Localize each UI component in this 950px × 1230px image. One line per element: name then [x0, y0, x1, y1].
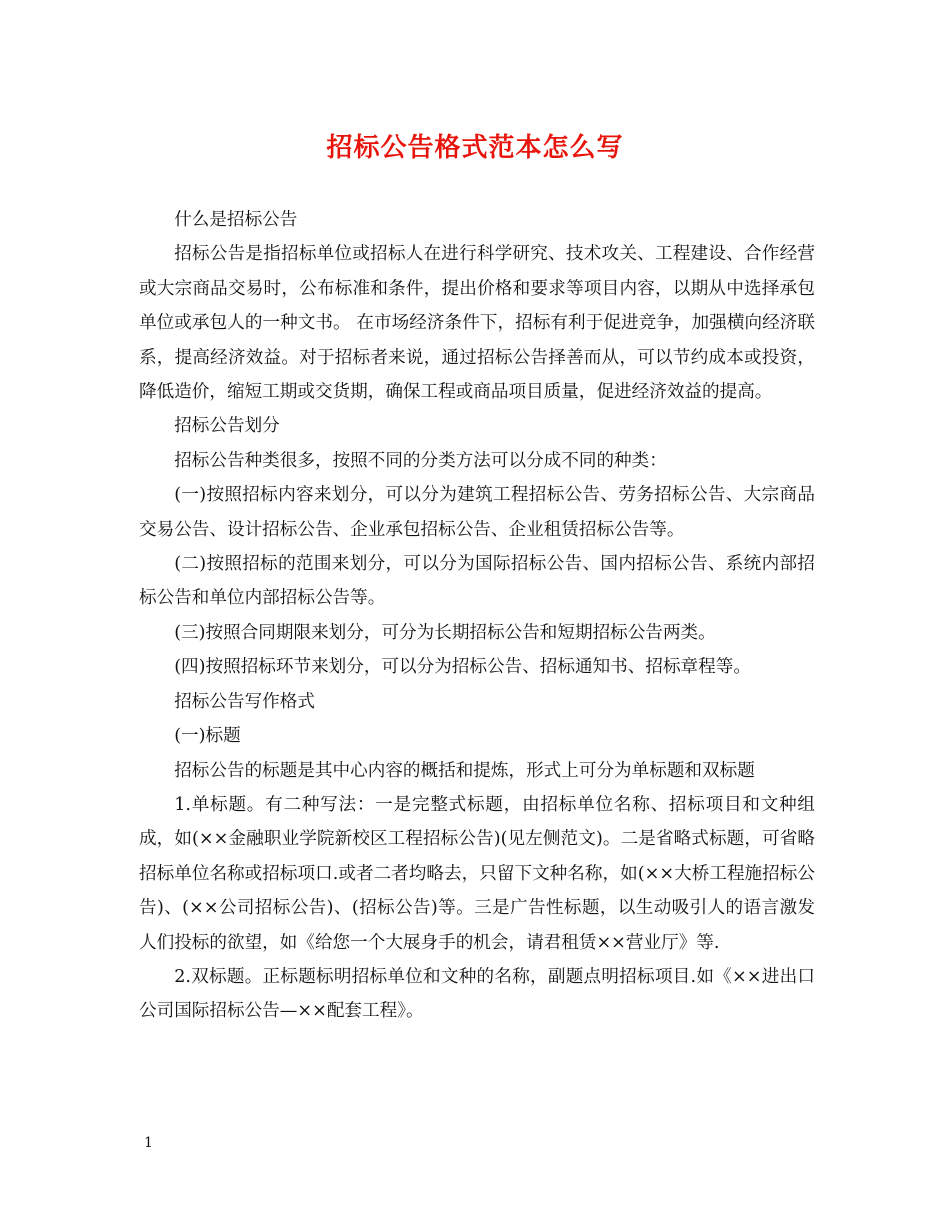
page-number: 1: [144, 1135, 153, 1151]
paragraph: (三)按照合同期限来划分，可分为长期招标公告和短期招标公告两类。: [174, 622, 716, 643]
paragraph: (二)按照招标的范围来划分，可以分为国际招标公告、国内招标公告、系统内部招标公告和单位内部招标公告等。: [139, 554, 815, 609]
paragraph: 招标公告是指招标单位或招标人在进行科学研究、技术攻关、工程建设、合作经营或大宗商品交易时，公布标准和条件，提出价格和要求等项目内容，以期从中选择承包单位或承包人的一种文书。 在市场经济条件下，招标有利于促进竞争，加强横向经济联系，提高经济效益。对于招标者来说，通过招标公告择善而从，可以节约成本或投资，降低造价，缩短工期或交货期，确保工程或商品项目质量，促进经济效益的提高。: [139, 244, 815, 403]
paragraph: (一)按照招标内容来划分，可以分为建筑工程招标公告、劳务招标公告、大宗商品交易公告、设计招标公告、企业承包招标公告、企业租赁招标公告等。: [139, 485, 815, 540]
document-body: [139, 203, 815, 1029]
paragraph-heading: 招标公告写作格式: [174, 691, 315, 712]
document-title: 招标公告格式范本怎么写: [326, 133, 624, 163]
paragraph-heading: (一)标题: [174, 726, 241, 747]
paragraph: 2.双标题。正标题标明招标单位和文种的名称，副题点明招标项目.如《××进出口公司国际招标公告—××配套工程》。: [139, 966, 815, 1022]
paragraph: 招标公告的标题是其中心内容的概括和提炼，形式上可分为单标题和双标题: [174, 760, 755, 781]
paragraph-heading: 什么是招标公告: [174, 210, 298, 230]
paragraph-heading: 招标公告划分: [174, 416, 280, 437]
paragraph: (四)按照招标环节来划分，可以分为招标公告、招标通知书、招标章程等。: [174, 657, 751, 678]
paragraph: 招标公告种类很多，按照不同的分类方法可以分成不同的种类：: [174, 450, 667, 471]
paragraph: 1.单标题。有二种写法：一是完整式标题，由招标单位名称、招标项目和文种组成，如(××金融职业学院新校区工程招标公告)(见左侧范文)。二是省略式标题，可省略招标单位名称或招标项口.或者二者均略去，只留下文种名称，如(××大桥工程施招标公告)、(××公司招标公告)、(招标公告)等。三是广告性标题，以生动吸引人的语言激发人们投标的欲望，如《给您一个大展身手的机会，请君租赁××营业厅》等.: [139, 794, 815, 953]
